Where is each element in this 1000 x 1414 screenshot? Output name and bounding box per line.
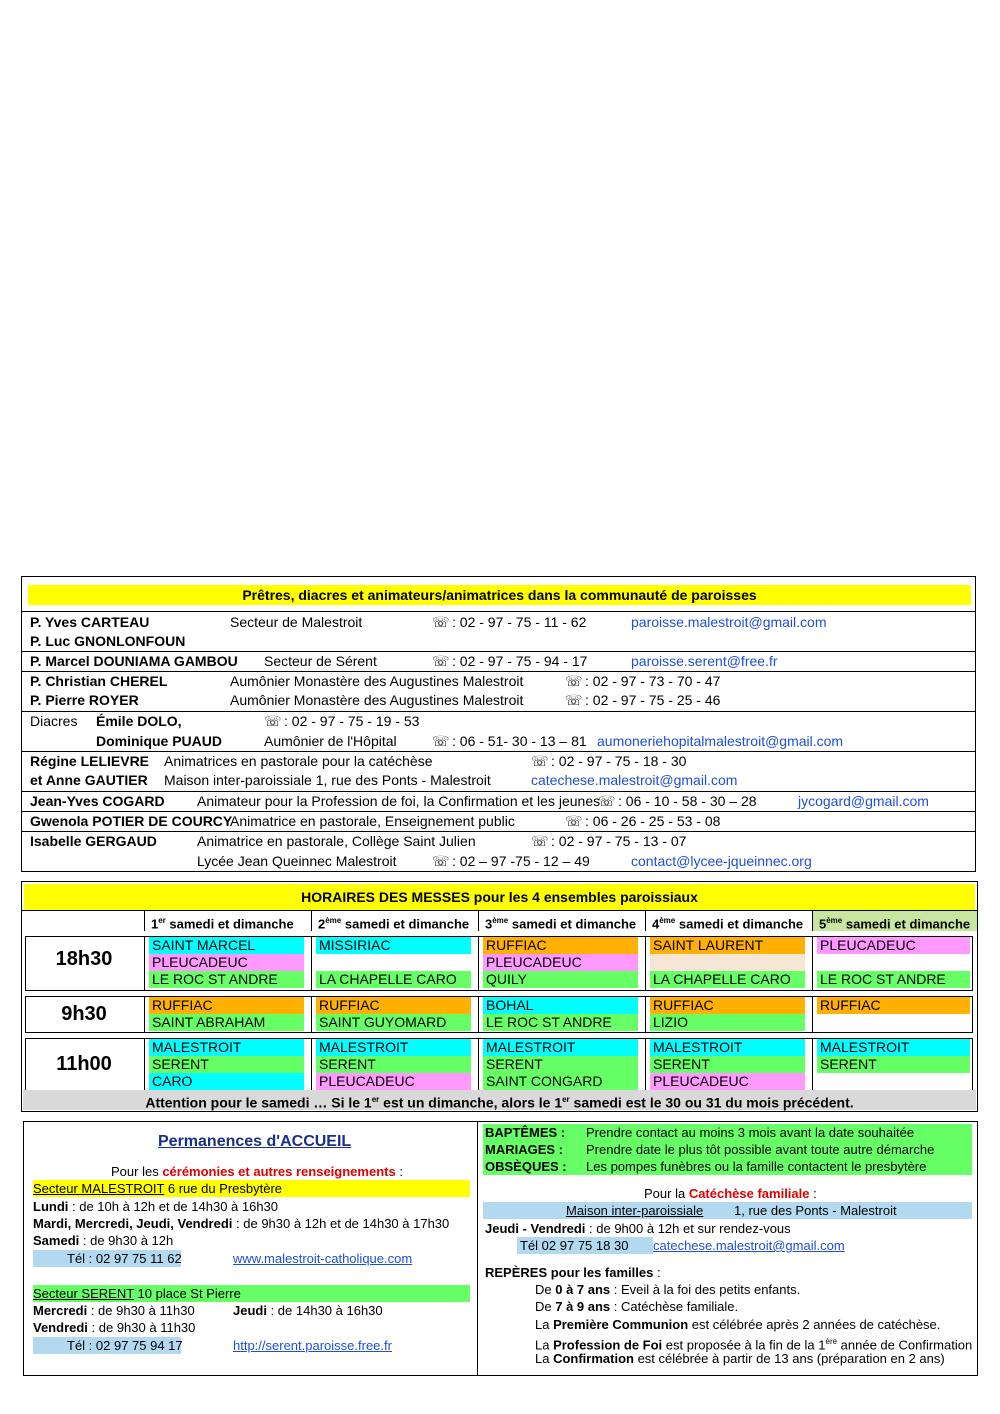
sacrament-text: Prendre date le plus tôt possible avant toute autre démarche [586,1142,935,1157]
contact-role: Aumônier Monastère des Augustines Malestroit [230,673,524,689]
parish-slot: BOHAL [483,997,638,1014]
divider [22,831,975,832]
phone-number: Tél : 02 97 75 11 62 [33,1250,181,1267]
contact-email[interactable]: jycogard@gmail.com [798,793,929,809]
parish-slot: PLEUCADEUC [316,1073,471,1090]
contact-phone: : 06 - 10 - 58 - 30 – 28 [618,793,757,809]
contact-name: et Anne GAUTIER [30,772,148,788]
maison-name: Maison inter-paroissiale [566,1203,704,1218]
parish-slot: MALESTROIT [483,1039,638,1056]
parish-slot: RUFFIAC [316,997,471,1014]
contact-phone: : 02 - 97 - 75 - 18 - 30 [551,753,687,769]
phone-icon: ☏ [432,614,450,630]
divider [477,1122,478,1375]
parish-slot: LIZIO [650,1014,805,1031]
contact-role: Animatrice en pastorale, Enseignement public [230,813,515,829]
contact-name: Régine LELIEVRE [30,753,150,769]
hours-line: Mercredi : de 9h30 à 11h30 [33,1303,195,1318]
contact-email[interactable]: paroisse.serent@free.fr [631,653,778,669]
parish-slot: PLEUCADEUC [817,937,970,954]
secteur-serent-header: Secteur SERENT 10 place St Pierre [33,1285,470,1302]
phone-icon: ☏ [432,653,450,669]
repere-item: De 0 à 7 ans : Eveil à la foi des petits enfants. [535,1282,801,1297]
contact-name: P. Pierre ROYER [30,692,139,708]
column-header: 3ème samedi et dimanche [478,911,645,931]
parish-slot: PLEUCADEUC [149,954,304,971]
contact-name: Jean-Yves COGARD [30,793,165,809]
contact-name: P. Christian CHEREL [30,673,168,689]
hours-line: Mardi, Mercredi, Jeudi, Vendredi : de 9h30 à 12h et de 14h30 à 17h30 [33,1216,450,1231]
parish-slot: QUILY [483,971,638,988]
contact-name: Dominique PUAUD [96,733,222,749]
phone-icon: ☏ [432,733,450,749]
phone-icon: ☏ [531,833,549,849]
phone-icon: ☏ [565,813,583,829]
sacrament-label: MARIAGES : [485,1142,563,1157]
contact-name: P. Yves CARTEAU [30,614,150,630]
phone-icon: ☏ [531,753,549,769]
secteur-malestroit-header: Secteur MALESTROIT 6 rue du Presbytère [33,1180,470,1197]
parish-slot: SAINT LAURENT [650,937,805,954]
reperes-title: REPÈRES pour les familles : [485,1265,661,1280]
hours-line: Samedi : de 9h30 à 12h [33,1233,174,1248]
parish-slot: SAINT MARCEL [149,937,304,954]
parish-slot: RUFFIAC [149,997,304,1014]
sacrament-text: Prendre contact au moins 3 mois avant la date souhaitée [586,1125,915,1140]
hours-line: Vendredi : de 9h30 à 11h30 [33,1320,196,1335]
contacts-box [21,576,976,872]
catechese-hours: Jeudi - Vendredi : de 9h00 à 12h et sur rendez-vous [485,1221,791,1236]
sacrament-label: OBSÈQUES : [485,1159,567,1174]
column-header: 5ème samedi et dimanche [812,911,977,931]
parish-slot: PLEUCADEUC [650,1073,805,1090]
catechese-intro: Pour la Catéchèse familiale : [644,1186,817,1201]
parish-slot: RUFFIAC [650,997,805,1014]
info-box [23,1121,978,1376]
hours-line: Jeudi : de 14h30 à 16h30 [233,1303,383,1318]
website-link[interactable]: http://serent.paroisse.free.fr [233,1338,392,1353]
repere-item: La Profession de Foi est proposée à la fin de la 1ère année de Confirmation [535,1337,973,1353]
repere-item: La Confirmation est célébrée à partir de 13 ans (préparation en 2 ans) [535,1351,945,1366]
parish-slot: SERENT [316,1056,471,1073]
phone-number: Tél 02 97 75 18 30 [517,1237,653,1254]
contact-role: Aumônier de l'Hôpital [264,733,397,749]
sacrament-label: BAPTÊMES : [485,1125,566,1140]
contact-email[interactable]: aumoneriehopitalmalestroit@gmail.com [597,733,844,749]
parish-slot [650,954,805,971]
contact-email[interactable]: catechese.malestroit@gmail.com [531,772,738,788]
contact-role: Maison inter-paroissiale 1, rue des Ponts - Malestroit [164,772,491,788]
phone-icon: ☏ [565,673,583,689]
phone-icon: ☏ [598,793,616,809]
parish-slot: SAINT CONGARD [483,1073,638,1090]
contact-phone: : 02 - 97 - 75 - 94 - 17 [452,653,588,669]
contact-name: Gwenola POTIER DE COURCY [30,813,233,829]
mass-schedule-title: HORAIRES DES MESSES pour les 4 ensembles paroissiaux [24,884,975,910]
hours-line: Lundi : de 10h à 12h et de 14h30 à 16h30 [33,1199,279,1214]
parish-slot: CARO [149,1073,304,1090]
repere-item: De 7 à 9 ans : Catéchèse familiale. [535,1299,739,1314]
parish-slot: MALESTROIT [650,1039,805,1056]
contact-role: Animatrice en pastorale, Collège Saint Julien [197,833,476,849]
time-label: 9h30 [61,1003,107,1025]
contact-email[interactable]: paroisse.malestroit@gmail.com [631,614,827,630]
accueil-title: Permanences d'ACCUEIL [158,1133,352,1150]
accueil-intro: Pour les cérémonies et autres renseignements : [111,1164,403,1179]
contact-name: P. Marcel DOUNIAMA GAMBOU [30,653,238,669]
contacts-title: Prêtres, diacres et animateurs/animatrices dans la communauté de paroisses [28,585,971,605]
parish-slot: PLEUCADEUC [483,954,638,971]
parish-slot: LE ROC ST ANDRE [483,1014,638,1031]
parish-slot: MALESTROIT [817,1039,970,1056]
contact-name: Émile DOLO, [96,713,182,729]
contact-role: Animateur pour la Profession de foi, la Confirmation et les jeunes [197,793,601,809]
contact-role: Secteur de Malestroit [230,614,363,630]
column-header: 4ème samedi et dimanche [645,911,812,931]
contact-role: Secteur de Sérent [264,653,377,669]
parish-slot: SAINT GUYOMARD [316,1014,471,1031]
maison-highlight [483,1202,972,1219]
parish-slot: SERENT [650,1056,805,1073]
contact-phone: : 02 - 97 - 73 - 70 - 47 [585,673,721,689]
contact-phone: : 06 - 26 - 25 - 53 - 08 [585,813,721,829]
sacrament-text: Les pompes funèbres ou la famille contactent le presbytère [586,1159,927,1174]
column-header: 2ème samedi et dimanche [311,911,478,931]
time-label: 11h00 [56,1053,112,1075]
parish-slot: SERENT [149,1056,304,1073]
parish-slot: MISSIRIAC [316,937,471,954]
contact-name: Isabelle GERGAUD [30,833,157,849]
phone-icon: ☏ [432,853,450,869]
contact-role: Aumônier Monastère des Augustines Malestroit [230,692,524,708]
contact-phone: : 02 - 97 - 75 - 11 - 62 [452,614,587,630]
phone-icon: ☏ [264,713,282,729]
parish-slot: RUFFIAC [483,937,638,954]
mass-schedule-box [21,881,978,1112]
email-link[interactable]: catechese.malestroit@gmail.com [653,1238,845,1253]
contact-phone: : 06 - 51- 30 - 13 – 81 [452,733,587,749]
contact-email[interactable]: contact@lycee-jqueinnec.org [631,853,812,869]
maison-address: 1, rue des Ponts - Malestroit [734,1203,897,1218]
parish-slot: SAINT ABRAHAM [149,1014,304,1031]
parish-slot: LA CHAPELLE CARO [316,971,471,988]
contact-name: P. Luc GNONLONFOUN [30,633,186,649]
parish-slot: SERENT [817,1056,970,1073]
parish-slot: MALESTROIT [149,1039,304,1056]
phone-number: Tél : 02 97 75 94 17 [33,1337,181,1354]
contact-role: Lycée Jean Queinnec Malestroit [197,853,397,869]
divider [22,611,975,612]
parish-slot: LE ROC ST ANDRE [149,971,304,988]
contact-phone: : 02 - 97 - 75 - 25 - 46 [585,692,721,708]
repere-item: La Première Communion est célébrée après 2 années de catéchèse. [535,1317,941,1332]
contact-prefix: Diacres [30,713,78,729]
time-label: 18h30 [55,948,113,970]
contact-phone: : 02 - 97 - 75 - 19 - 53 [284,713,420,729]
contact-role: Animatrices en pastorale pour la catéchèse [164,753,433,769]
column-header: 1er samedi et dimanche [144,911,311,931]
attention-note: Attention pour le samedi … Si le 1er est un dimanche, alors le 1er samedi est le 30 ou 31 du mois précédent. [23,1090,976,1110]
website-link[interactable]: www.malestroit-catholique.com [233,1251,413,1266]
parish-slot: LA CHAPELLE CARO [650,971,805,988]
parish-slot: MALESTROIT [316,1039,471,1056]
contact-phone: : 02 - 97 - 75 - 13 - 07 [551,833,687,849]
parish-slot: RUFFIAC [817,997,970,1014]
parish-slot: SERENT [483,1056,638,1073]
parish-slot: LE ROC ST ANDRE [817,971,970,988]
contact-phone: : 02 – 97 -75 - 12 – 49 [452,853,590,869]
phone-icon: ☏ [565,692,583,708]
